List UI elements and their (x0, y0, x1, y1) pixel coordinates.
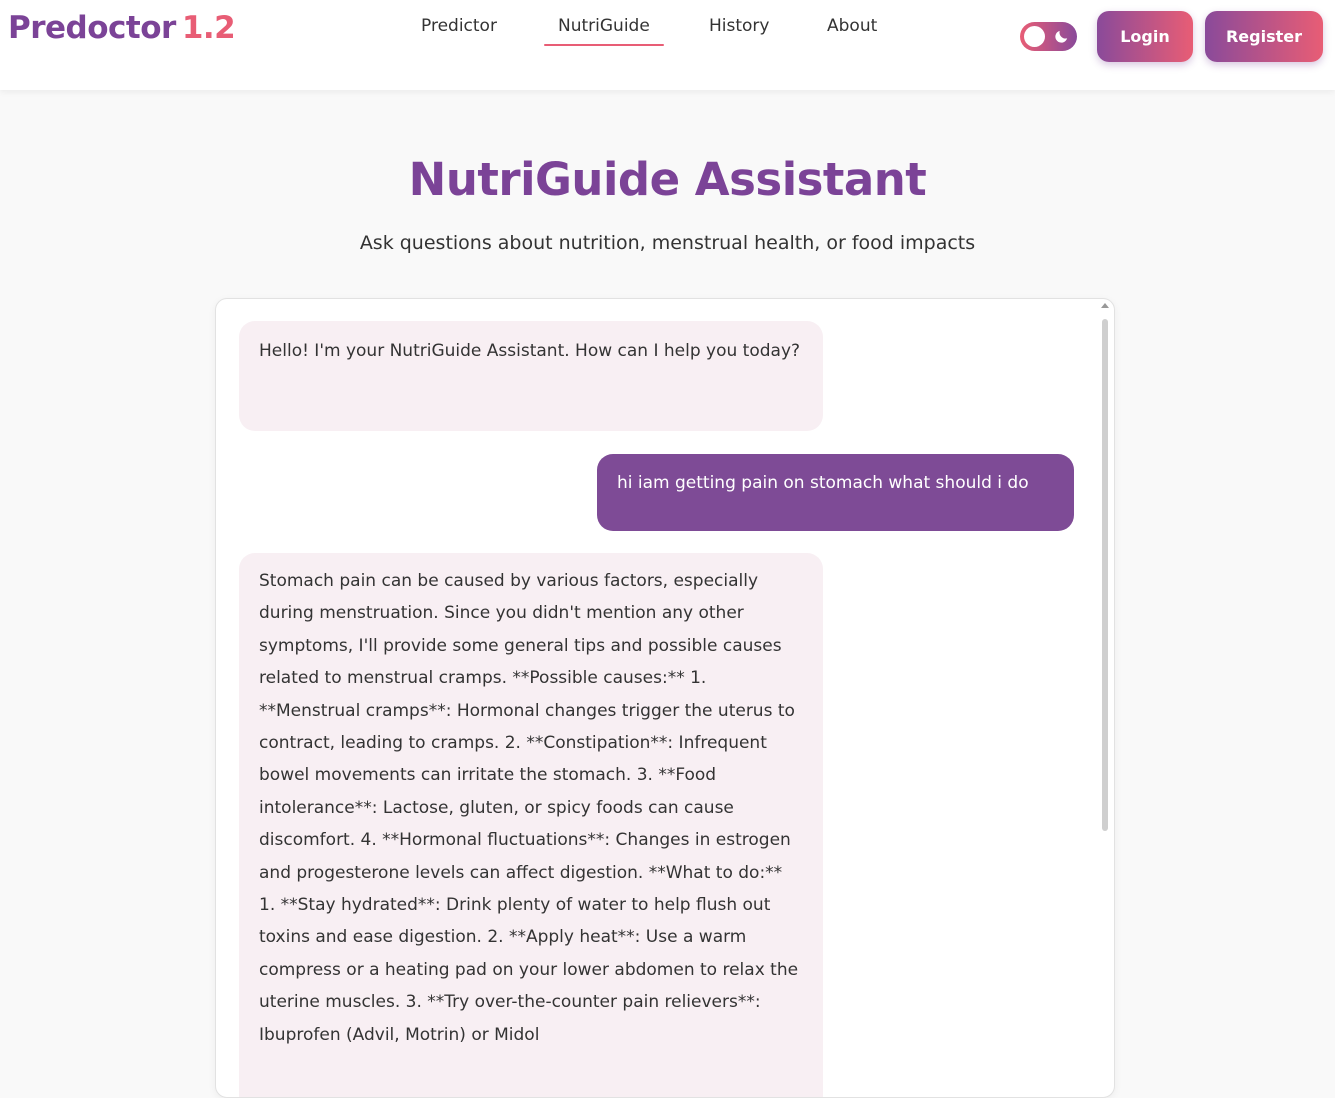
bot-message: Hello! I'm your NutriGuide Assistant. How can I help you today? (239, 321, 823, 431)
logo-name: Predoctor (8, 10, 176, 46)
register-button[interactable]: Register (1205, 11, 1323, 62)
page-subtitle: Ask questions about nutrition, menstrual health, or food impacts (359, 232, 976, 254)
chat-scrollbar[interactable] (1102, 319, 1108, 831)
theme-toggle[interactable] (1020, 22, 1077, 51)
brand-logo[interactable] (8, 10, 235, 46)
moon-icon (1053, 28, 1070, 45)
toggle-knob (1024, 26, 1045, 47)
scroll-up-arrow[interactable] (1101, 303, 1109, 308)
nav-item-predictor[interactable]: Predictor (421, 16, 497, 36)
login-button[interactable]: Login (1097, 11, 1193, 62)
logo-version: 1.2 (181, 10, 236, 46)
nav-item-history[interactable]: History (709, 16, 770, 36)
user-message: hi iam getting pain on stomach what should i do (597, 454, 1074, 531)
page-title: NutriGuide Assistant (408, 153, 927, 206)
chat-window[interactable] (215, 298, 1115, 1098)
bot-message: Stomach pain can be caused by various factors, especially during menstruation. Since you didn't mention any other symptoms, I'll provide some general tips and possible causes related to menstrual cramps. **Possible causes:** 1. **Menstrual cramps**: Hormonal changes trigger the uterus to contract, leading to cramps. 2. **Constipation**: Infrequent bowel movements can irritate the stomach. 3. **Food intolerance**: Lactose, gluten, or spicy foods can cause discomfort. 4. **Hormonal fluctuations**: Changes in estrogen and progesterone levels can affect digestion. **What to do:** 1. **Stay hydrated**: Drink plenty of water to help flush out toxins and ease digestion. 2. **Apply heat**: Use a warm compress or a heating pad on your lower abdomen to relax the uterine muscles. 3. **Try over-the-counter pain relievers**: Ibuprofen (Advil, Motrin) or Midol (239, 553, 823, 1098)
top-navbar (0, 0, 1335, 90)
nav-item-nutriguide[interactable]: NutriGuide (558, 16, 650, 36)
nav-item-about[interactable]: About (827, 16, 878, 36)
